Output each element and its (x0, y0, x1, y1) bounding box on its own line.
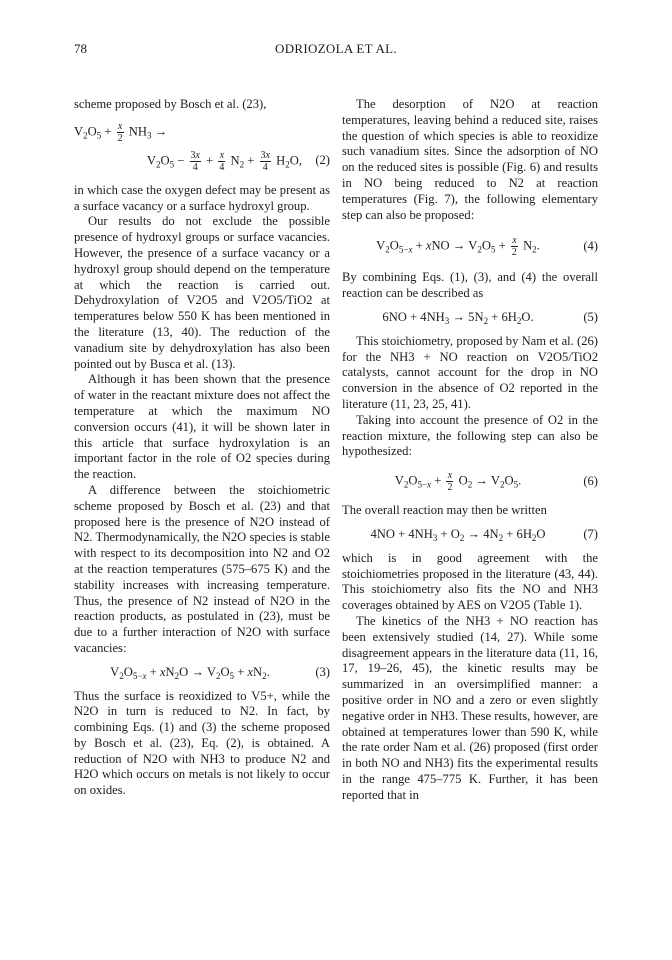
equation-4: $V_2O_{5-x}$ + xNO → $V_2O_5$ + $\frac{x}{2}$ $N_2$. (4) (376, 235, 598, 259)
equation-3: $V_2O_{5-x} + xN_2O \to V_2O_5 + xN_2$. (3) (110, 664, 330, 681)
page-header (74, 41, 598, 61)
paragraph: The overall reaction may then be written (342, 503, 547, 518)
paragraph: The kinetics of the NH3 + NO reaction has been extensively studied (14, 27). While some disagreement appears in the literature data (11, 16, 17, 19–26, 45), the kinetic results may be summarized in an oversimplified manner: a positive order in NO and a zero or even slightly negative order in NH3. These results, however, are obtained at temperatures lower than 590 K, while the rate order Nam et al. (26) proposed (first order in both NO and NH3) fits the experimental results in the range 475–775 K. Further, it has been reported that in (342, 613, 598, 802)
equation-7: $4NO + 4NH_3 + O_2 \to 4N_2 + 6H_2O$ (7) (370, 526, 598, 543)
page-number: 78 (74, 41, 87, 56)
equation-number: (5) (583, 309, 598, 324)
paragraph: in which case the oxygen defect may be present as a surface vacancy or a surface hydroxyl group. (74, 182, 330, 213)
equation-number: (7) (583, 526, 598, 541)
paragraph: A difference between the stoichiometric scheme proposed by Bosch et al. (23) and that proposed here is the presence of N2O instead of N2. Thermodynamically, the N2O species is stable with respect to its decomposition into N2 and O2 at the reaction temperatures (575–675 K) and the stability increases with increasing temperature. Thus, the presence of N2 instead of N2O in the reaction products, as postulated in (23), must be due to a further interaction of N2O with surface vacancies: (74, 482, 330, 655)
paragraph: Taking into account the presence of O2 in the reaction mixture, the following step can also be hypothesized: (342, 412, 598, 459)
right-column (342, 97, 598, 803)
paragraph: This stoichiometry, proposed by Nam et al. (26) for the NH3 + NO reaction on V2O5/TiO2 catalysts, cannot account for the drop in NO conversion in the absence of O2 reported in the literature (11, 23, 25, 41). (342, 333, 598, 411)
paragraph: By combining Eqs. (1), (3), and (4) the overall reaction can be described as (342, 270, 598, 301)
equation-number: (4) (583, 238, 598, 253)
paragraph: scheme proposed by Bosch et al. (23), (74, 97, 267, 111)
equation-6: $V_2O_{5-x}$ + $\frac{x}{2}$ $O_2 \to V_2O_5$. (6) (394, 470, 598, 494)
paragraph: Although it has been shown that the presence of water in the reactant mixture does not affect the temperature at which the maximum NO conversion occurs (41), it will be shown later in this article that surface hydroxylation is an important factor in the role of O2 species during the reaction. (74, 372, 330, 482)
running-head: ODRIOZOLA ET AL. (275, 41, 397, 56)
paragraph: Our results do not exclude the possible presence of hydroxyl groups or surface vacancies. However, the presence of a surface vacancy or a hydroxyl group should depend on the temperature at which the reaction is carried out. Dehydroxylation of V2O5 and V2O5/TiO2 at temperatures below 550 K has been mentioned in the literature (13, 40). The reduction of the vanadium site by dehydroxylation has also been pointed out by Busca et al. (13). (74, 214, 330, 371)
equation-number: (3) (315, 664, 330, 679)
equation-number: (2) (315, 153, 330, 168)
paragraph: which is in good agreement with the stoichiometries proposed in the literature (43, 44). This stoichiometry also fits the NO and NH3 coverages obtained by AES on V2O5 (Table 1). (342, 550, 598, 613)
equation-2: $V_2O_5$ + $\frac{x}{2}$ $NH_3$ → $V_2O_5$ − $\frac{3x}{4}$ + $\frac{x}{4}$ $N_2$ + $\frac{3x}{4}$ $H_2O$, (2) (74, 120, 330, 173)
left-column (74, 97, 330, 799)
equation-number: (6) (583, 473, 598, 488)
paragraph: Thus the surface is reoxidized to V5+, while the N2O in turn is reduced to N2. In fact, by combining Eqs. (1) and (3) the scheme proposed by Bosch et al. (23), Eq. (2), is obtained. A reduction of N2O with NH3 to produce N2 and H2O which occurs on metals is not likely to occur on oxides. (74, 688, 330, 798)
equation-5: $6NO + 4NH_3 \to 5N_2 + 6H_2O$. (5) (382, 309, 598, 326)
paragraph: The desorption of N2O at reaction temperatures, leaving behind a reduced site, raises the question of which species is able to reoxidize such vanadium sites. Since the adsorption of NO on the reduced sites is possible (Fig. 6) and results in NO being reduced to N2 at reaction temperatures (Fig. 7), the following elementary step can also be proposed: (342, 97, 598, 222)
